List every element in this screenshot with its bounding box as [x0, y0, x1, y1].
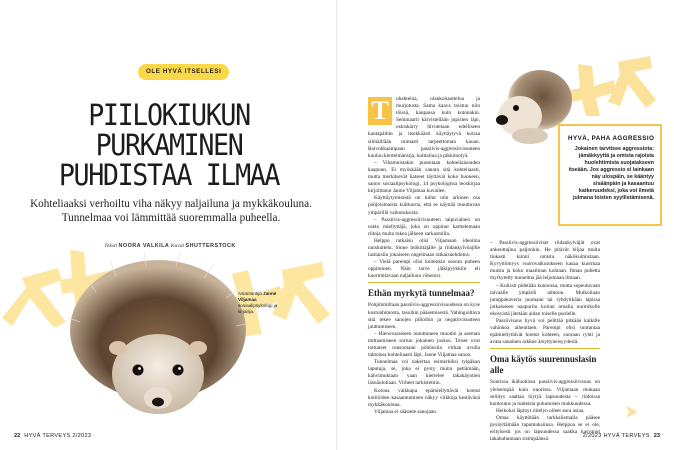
paragraph: Suurissa ikäluokissa passiivis-aggressiivisuus on yleisempää kuin nuorissa. Viljamaan mukaan seliitys saattaa löytyä lapsuudesta – riidoissa kuntoutus ja tunteista puhumisen mukkuudessa.	[490, 379, 600, 407]
subheading-rule	[490, 348, 600, 349]
paragraph: Kotona vaikkapa epämiellyttävät koetut kotitöiden kasaantuminen näkyy viikkoja kestävänä mykkäkouluna.	[368, 387, 480, 408]
page-number-left: 22	[14, 433, 21, 439]
byline-photo: SHUTTERSTOCK	[185, 243, 236, 249]
section-tag: OLE HYVÄ ITSELLESI	[138, 64, 229, 80]
paragraph: Omaa käyttötään tarkkailemalla pääsee pysäyttämään tapumuksiinsa. Helppoa se ei ole, erityisesti jos on lapsuudessa saakka kasvanut takahuhumaan sisimpäänsä.	[490, 414, 600, 443]
byline-author: NOORA VALKILA	[118, 243, 170, 249]
paragraph: Heikoksi läpinyt riitelyn olleet aura asiaa.	[496, 407, 585, 414]
article-column-2	[490, 240, 600, 443]
caption-role: sosiaalipsykologi ja kirjailija.	[238, 303, 278, 314]
yellow-brush-shape-icon	[568, 56, 658, 120]
article-column-1	[368, 96, 480, 424]
magazine-name-right: 2/2023 HYVÄ TERVEYS	[582, 433, 650, 439]
folio-right	[583, 433, 660, 439]
headline-line-1: PIILOKIUKUN	[88, 98, 250, 132]
subheading: Oma käytös suurennuslasin alle	[490, 354, 597, 376]
paragraph: – Kulissit pidetään kunnossa, mutta sopeutuvaan taivaalle ympäröi tahtoon. Mutkoilaan jumppakaveria juomaan tai ryhdyitkään lapissa jotkaisseen naapuriin koiran omalla nurmikolle ekosyistä jätetään aidan toiselle puolelle.	[490, 282, 600, 317]
paragraph: uhahtelua, olankohauttelua ja murjotusta. Sama kaava toistuu niin töissä, kaupassa kuin kotonakin. Seminaarit kärvistellään jupisten läpi, ostoskärry hivutetaan edelliseen kantapäihin ja itsekkäästi käyttäytyvä koiraa silmäillään tuimasti tarpeettoman kauan. Raivokkaampaan passiivis-aggressiivisuuteen kuuluu kiertelmänsija, kuittailua ja pikkimolyä.	[368, 96, 480, 159]
yellow-brush-mark-icon	[624, 404, 640, 420]
paragraph: – Vihamuistakin puututaan kohteliaisuuden kaapuun. Ei myöskään sanota sitä kohteliaasti, mutta merkitsevät katseet täyttävät koko huoneen, sanoo sosiaalipsykologi, 14 psykologista teoskirjaa kirjoittanut Janne Viljamaa kuvailee.	[368, 159, 480, 195]
sidebar-box-text: Jokainen tarvitsee aggressiota: jämäkkyyttä ja omista rajoista huolehtimista suojatakseen itseään. Jos aggressio ei lainkaan näy ulospäin, se kääntyy sisäänpäin ja kasaantuu katkeruudeksi, joka voi ilmetä julmana toisten syyllistämisenä.	[568, 146, 654, 201]
subheading-rule	[368, 282, 480, 283]
byline-photo-prefix: Kuvat	[170, 243, 185, 249]
magazine-name-left: HYVÄ TERVEYS 2/2023	[24, 433, 92, 439]
headline-line-2: PURKAMINEN	[95, 128, 243, 162]
caption-label: Asiantuntija	[238, 291, 262, 296]
subheading: Ethän myrkytä tunnelmaa?	[368, 288, 475, 299]
paragraph: Helppo ratkaisu olisi Viljamaan ideoima nuiskuttelu. Sinne mökittäjälle ja riidankylvöajille lasitaisiin jokaiseen ongelmaan ratkaisuehdotus.	[368, 237, 480, 259]
folio-left	[14, 433, 91, 439]
photo-caption	[238, 291, 292, 315]
paragraph: Tunnelmaa voi nakertaa esimerkiksi tylpäkan laputuja, se, joka ei pysty muita pettämään, kahvimukiaan vaan kiertelee takakäyntien läsnäolollaan. Virheet tarkistettiin.	[368, 359, 480, 387]
paragraph: Passiivisuus hyvä voi pelittää pitkään kalkille vahinkoa aiheuttaen. Parempi olisi tuntuntaa epämiellyttävät koetut kohteen, suoraan ryhti ja avata sanainen arkkue ärsyttyneisyydestä.	[490, 318, 600, 346]
paragraph: Viljamaa ei säästele sanojaan.	[374, 408, 438, 415]
right-page	[338, 0, 674, 450]
paragraph: Käyttäytymisestä on tullut niin arkinen osa pohjoismaista kulttuuria, että se näyttää muuttuvan ympärillä vaikutuksista.	[368, 195, 480, 216]
sidebar-box	[558, 124, 662, 226]
sidebar-box-title: HYVÄ, PAHA AGGRESSIO	[568, 135, 655, 142]
byline-text-prefix: Teksti	[104, 243, 118, 249]
page-number-right: 23	[653, 433, 660, 439]
paragraph: Pohjimmiltaan passiivis-aggressiivisuudessa on kyse kostonhimosta, tasoihin pääsemisestä. Vahingoiltava sitä tekee sanojen pilloihin ja negatiivisuuteen juuttumiseen.	[368, 302, 480, 330]
caption-name: Janne Viljamaa	[238, 291, 277, 302]
paragraph: – Vielä parempi olisi kuitenkin suoran puheen oppiminen. Näin tarve jälkipyykkiin eli kuormittavaan naljailuun vähenisi.	[368, 259, 480, 280]
paragraph: – Passiivis-aggressiivisuuteen taipuvainen on usein miellyttäjä, joka on oppinut karttelemaan riitoja muita tukea jälkeen sarkasmilla.	[368, 216, 480, 237]
paragraph: – Hienovaraiseen muuttuneen muodin ja aseman mittaamiseen sortuu jokainen joskus. Toiset ovat tottuneet runsomaan pöhönsiin virhan avulla tahtoissa kohteliaasti läpi, Janne Viljamaa sanoo.	[368, 330, 480, 359]
drop-cap: T	[368, 97, 392, 125]
headline-line-3: PUHDISTAA ILMAA	[58, 158, 280, 192]
paragraph: – Passiivis-aggressiiviset riidankylväjät ovat ankeuttajina paljonkin. He pitävät hiljaa muita tiukasti kiinni omista näkökulmistaan. Kyvyttömyys vuorovaikutukseen kasaa kuormaa muista ja koko maailman kohtaan. Ilman puhetta myrkytetty tunnelma jää leijumaan ilmaan.	[490, 240, 600, 282]
lead-paragraph: Kohteliaaksi verhoiltu viha näkyy naljailuna ja mykkäkouluna. Tunnelmaa voi lämmittää suoremmalla puheella.	[30, 198, 312, 224]
hedgehog-photo	[66, 252, 248, 424]
byline	[60, 243, 280, 249]
